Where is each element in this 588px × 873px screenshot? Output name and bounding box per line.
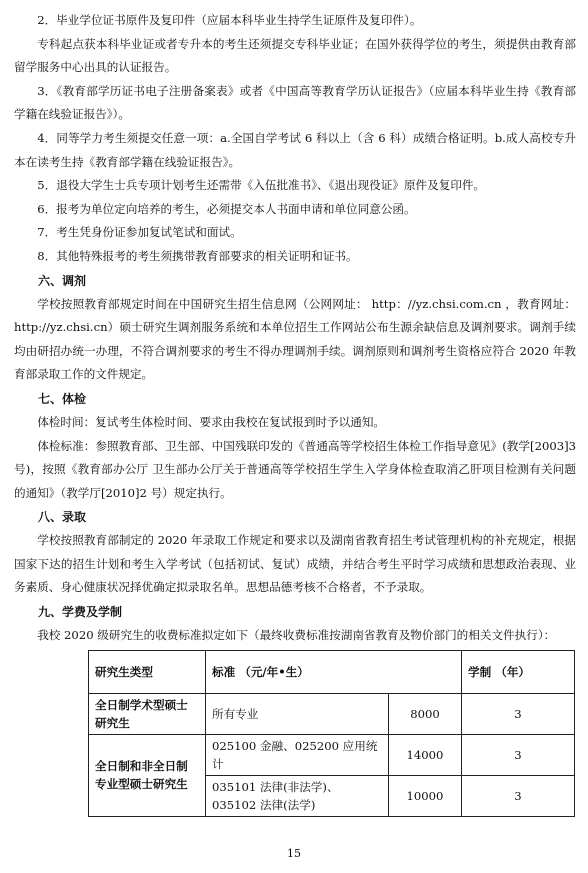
paragraph: 6．报考为单位定向培养的考生，必须提交本人书面申请和单位同意公函。 xyxy=(37,201,416,216)
section-heading-admission: 八、录取 xyxy=(38,510,87,525)
paragraph: 专科起点获本科毕业证或者专升本的考生还须提交专科毕业证；在国外获得学位的考生，须提供由教育部留学服务中心出具的认证报告。 xyxy=(14,36,576,75)
paragraph: 体检时间：复试考生体检时间、要求由我校在复试报到时予以通知。 xyxy=(37,414,386,429)
paragraph: 7．考生凭身份证参加复试笔试和面试。 xyxy=(37,225,242,240)
cell-type: 全日制学术型硕士研究生 xyxy=(89,693,206,734)
cell-years: 3 xyxy=(462,734,575,775)
cell-major: 025100 金融、025200 应用统计 xyxy=(206,734,389,775)
paragraph: 5．退役大学生士兵专项计划考生还需带《入伍批准书》、《退出现役证》原件及复印件。 xyxy=(37,178,486,193)
cell-type: 全日制和非全日制专业型硕士研究生 xyxy=(89,734,206,816)
paragraph: 学校按照教育部制定的 2020 年录取工作规定和要求以及湖南省教育招生考试管理机构的补充规定，根据国家下达的招生计划和考生入学考试（包括初试、复试）成绩，并结合考生平时学习成绩和思想政治表现、业务素质、身心健康状况择优确定拟录取名单。思想品德考核不合格者，不予录取。 xyxy=(14,533,576,595)
header-cell-duration: 学制 （年） xyxy=(462,650,575,693)
paragraph: 学校按照教育部规定时间在中国研究生招生信息网（公网网址： http：//yz.chsi.com.cn ，教育网址：http://yz.chsi.cn）硕士研究生调剂服务系统和本单位招生工作网站公布生源余缺信息及调剂要求。调剂手续均由研招办统一办理，不符合调剂要求的考生不得办理调剂手续。调剂原则和调剂考生资格应符合 2020 年教育部录取工作的文件规定。 xyxy=(14,296,576,382)
paragraph: 8．其他特殊报考的考生须携带教育部要求的相关证明和证书。 xyxy=(37,248,358,263)
cell-major: 035101 法律(非法学)、035102 法律(法学) xyxy=(206,775,389,816)
table-row xyxy=(89,693,575,734)
cell-fee: 8000 xyxy=(389,693,462,734)
table-row xyxy=(89,734,575,775)
cell-years: 3 xyxy=(462,693,575,734)
cell-fee: 14000 xyxy=(389,734,462,775)
page-number: 15 xyxy=(287,847,301,860)
section-heading-physical-exam: 七、体检 xyxy=(38,391,87,406)
paragraph: 3．《教育部学历证书电子注册备案表》或者《中国高等教育学历认证报告》（应届本科毕业生持《教育部学籍在线验证报告》）。 xyxy=(14,83,576,122)
fee-table xyxy=(88,650,575,817)
paragraph: 我校 2020 级研究生的收费标准拟定如下（最终收费标准按湖南省教育及物价部门的相关文件执行）： xyxy=(37,628,556,643)
section-heading-tuition: 九、学费及学制 xyxy=(38,605,123,620)
cell-fee: 10000 xyxy=(389,775,462,816)
cell-major: 所有专业 xyxy=(206,693,389,734)
section-heading-adjustment: 六、调剂 xyxy=(38,273,87,288)
paragraph: 体检标准：参照教育部、卫生部、中国残联印发的《普通高等学校招生体检工作指导意见》(教学[2003]3 号)，按照《教育部办公厅 卫生部办公厅关于普通高等学校招生学生入学身体检查取消乙肝项目检测有关问题的通知》（教学厅[2010]2 号）规定执行。 xyxy=(14,438,576,500)
table-header-row xyxy=(89,650,575,693)
paragraph: 4．同等学力考生须提交任意一项：a.全国自学考试 6 科以上（含 6 科）成绩合格证明。b.成人高校专升本在读考生持《教育部学籍在线验证报告》。 xyxy=(14,130,576,169)
cell-years: 3 xyxy=(462,775,575,816)
header-cell-type: 研究生类型 xyxy=(89,650,206,693)
header-cell-standard: 标准 （元/年•生） xyxy=(206,650,462,693)
paragraph: 2．毕业学位证书原件及复印件（应届本科毕业生持学生证原件及复印件）。 xyxy=(37,13,422,27)
